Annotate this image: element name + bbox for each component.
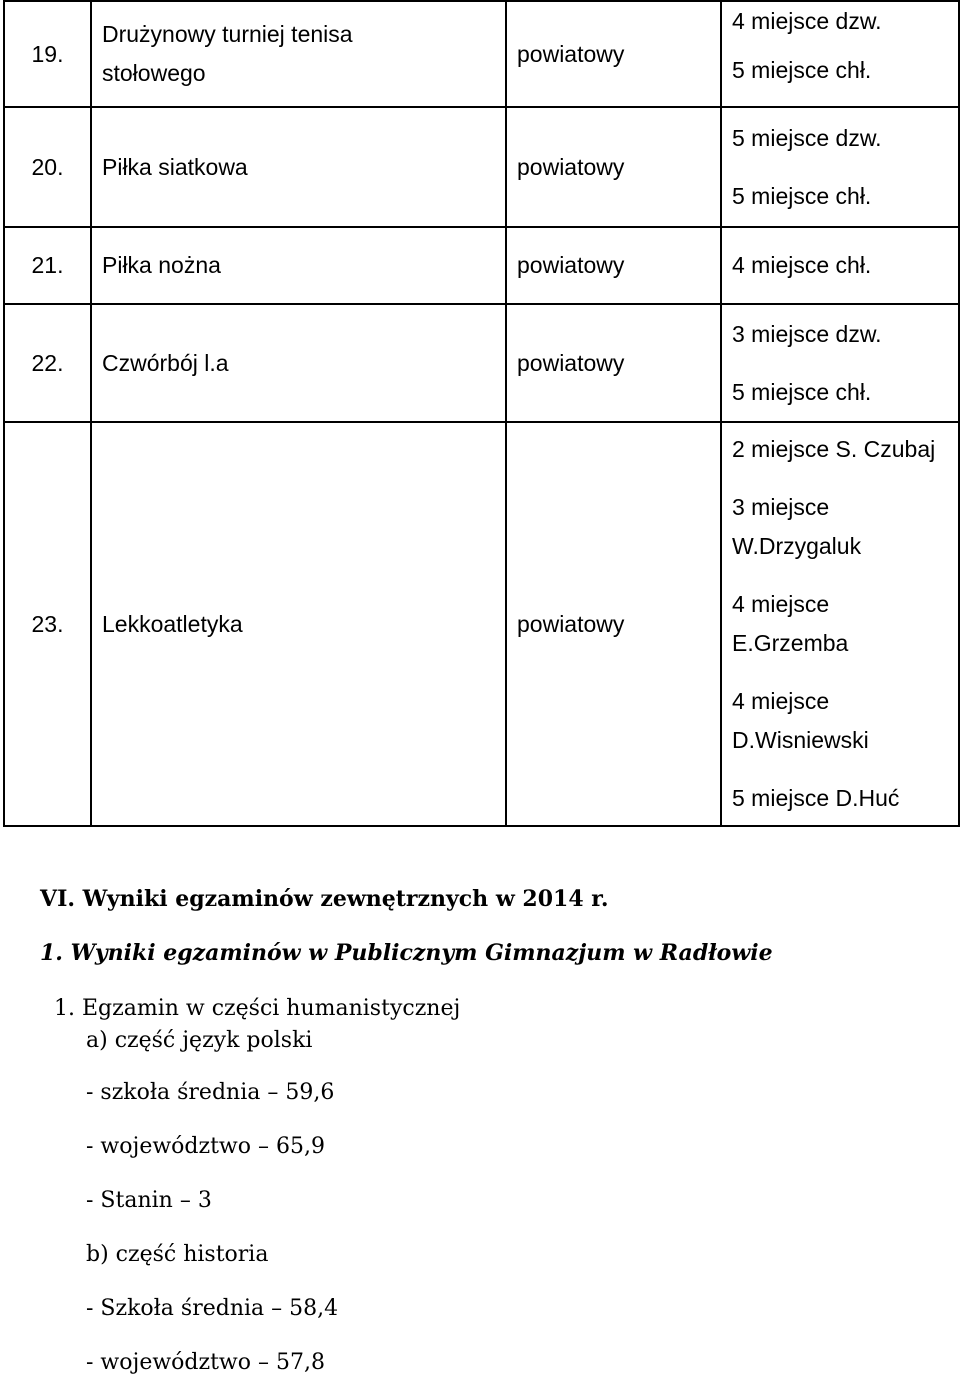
section-subheading: 1. Wyniki egzaminów w Publicznym Gimnazjum w Radłowie xyxy=(40,940,773,966)
discipline-name: Piłka nożna xyxy=(91,227,506,304)
result-cell: 4 miejsce dzw. 5 miejsce chł. xyxy=(721,1,959,107)
result-cell: 2 miejsce S. Czubaj 3 miejsce W.Drzygaluk 4 miejsce E.Grzemba 4 miejsce D.Wisniewski 5 miejsce D.Huć xyxy=(721,422,959,826)
result-cell: 5 miejsce dzw. 5 miejsce chł. xyxy=(721,107,959,227)
discipline-name: Piłka siatkowa xyxy=(91,107,506,227)
row-number: 21. xyxy=(4,227,91,304)
result-cell: 3 miejsce dzw. 5 miejsce chł. xyxy=(721,304,959,422)
discipline-name: Lekkoatletyka xyxy=(91,422,506,826)
competition-level: powiatowy xyxy=(506,422,721,826)
table-row xyxy=(4,304,959,422)
table-row xyxy=(4,227,959,304)
list-item: - Szkoła średnia – 58,4 xyxy=(86,1296,339,1321)
results-table xyxy=(3,0,960,827)
part-a-label: a) część język polski xyxy=(86,1028,313,1053)
competition-level: powiatowy xyxy=(506,1,721,107)
discipline-name: Czwórbój l.a xyxy=(91,304,506,422)
list-item: - szkoła średnia – 59,6 xyxy=(86,1080,335,1105)
competition-level: powiatowy xyxy=(506,227,721,304)
discipline-name: Drużynowy turniej tenisa stołowego xyxy=(91,1,506,107)
exam-block xyxy=(54,993,460,1057)
table-row xyxy=(4,107,959,227)
row-number: 20. xyxy=(4,107,91,227)
exam-title: 1. Egzamin w części humanistycznej xyxy=(54,996,461,1021)
list-item: - Stanin – 3 xyxy=(86,1188,212,1213)
section-heading: VI. Wyniki egzaminów zewnętrznych w 2014 r. xyxy=(40,886,609,912)
row-number: 22. xyxy=(4,304,91,422)
table-row xyxy=(4,422,959,826)
competition-level: powiatowy xyxy=(506,304,721,422)
competition-level: powiatowy xyxy=(506,107,721,227)
row-number: 23. xyxy=(4,422,91,826)
list-item: - województwo – 65,9 xyxy=(86,1134,325,1159)
table-row xyxy=(4,1,959,107)
list-item: b) część historia xyxy=(86,1242,269,1267)
result-cell: 4 miejsce chł. xyxy=(721,227,959,304)
list-item: - województwo – 57,8 xyxy=(86,1350,325,1375)
row-number: 19. xyxy=(4,1,91,107)
